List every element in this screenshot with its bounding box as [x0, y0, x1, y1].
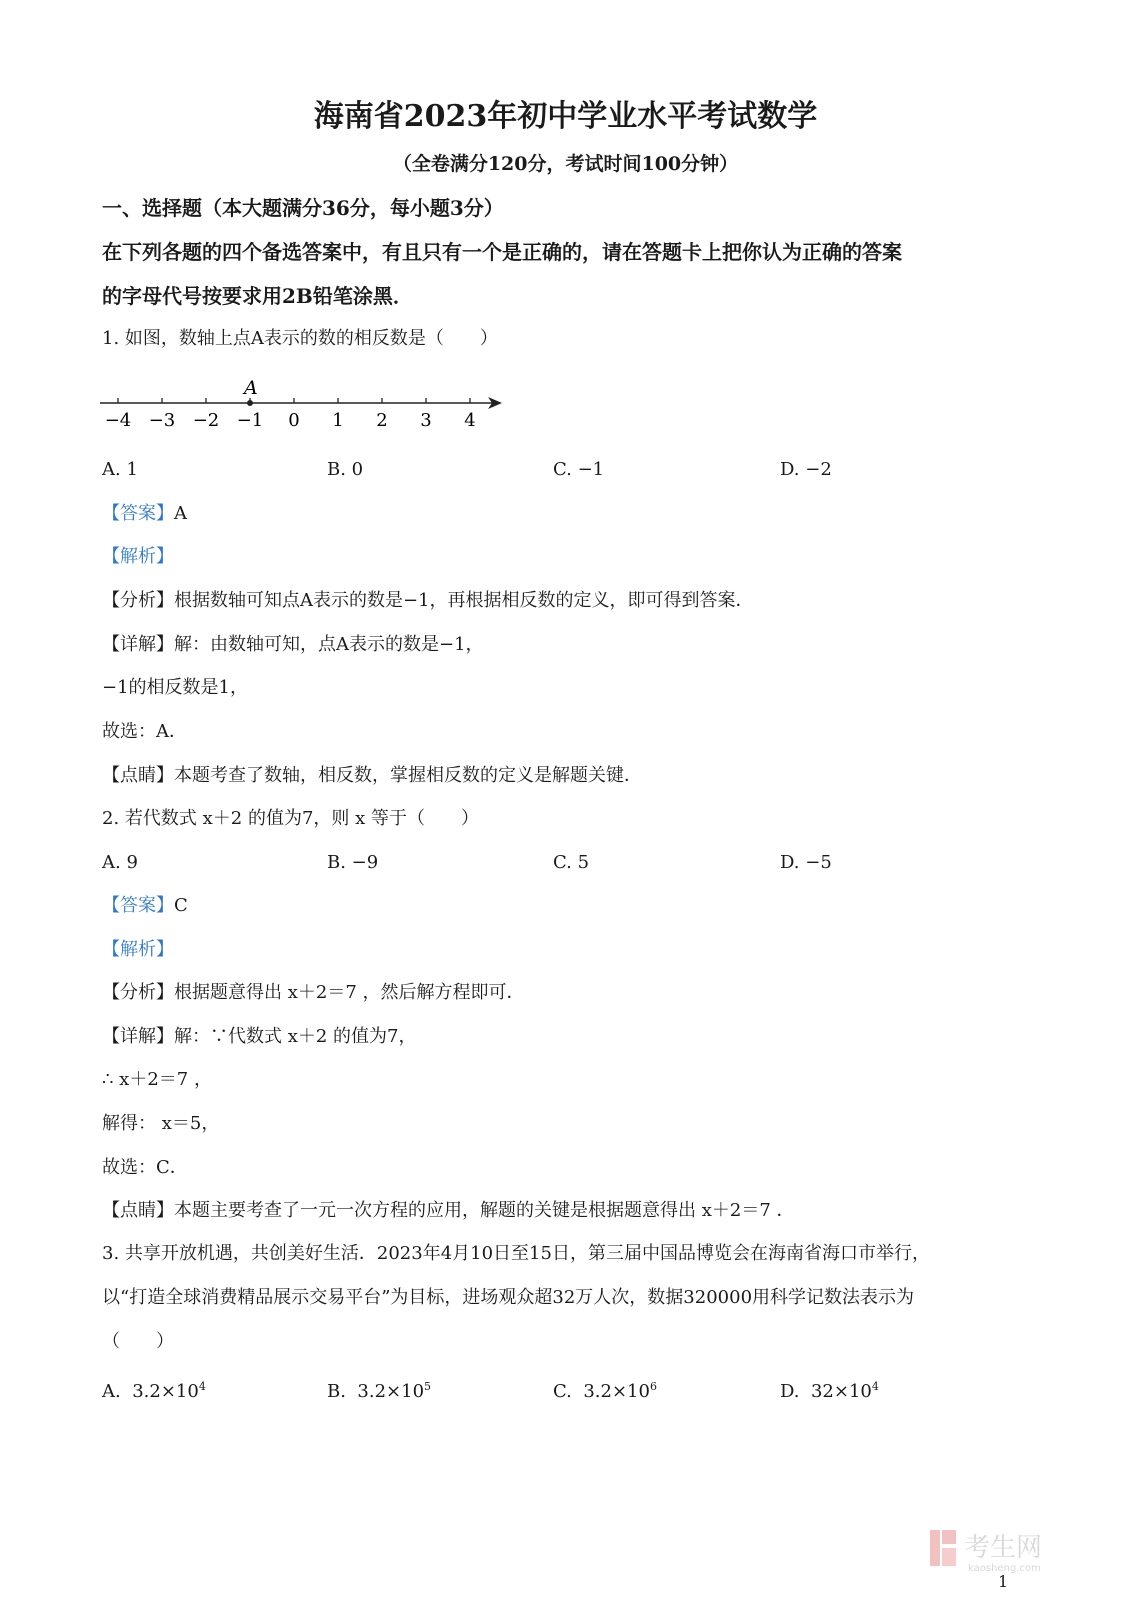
instruction-line-1: 在下列各题的四个备选答案中，有且只有一个是正确的，请在答题卡上把你认为正确的答案	[102, 240, 902, 264]
kaosheng-watermark	[928, 1526, 1088, 1576]
q1-xiangjie-2: −1的相反数是1，	[102, 677, 248, 698]
option-label: A.	[102, 1381, 121, 1402]
number-line-figure	[96, 372, 516, 434]
q1-option-b: B. 0	[327, 459, 364, 480]
q3-option-b	[327, 1380, 431, 1404]
tick-label: −4	[104, 410, 132, 431]
q2-option-d: D. −5	[780, 852, 832, 873]
answer-tag: 【答案】	[102, 503, 174, 524]
q1-fenxi: 【分析】根据数轴可知点A表示的数是−1，再根据相反数的定义，即可得到答案．	[102, 590, 754, 611]
option-exponent: 4	[871, 1380, 879, 1393]
q1-xiangjie-3: 故选：A．	[102, 721, 187, 742]
option-exponent: 6	[649, 1380, 657, 1393]
answer-tag: 【答案】	[102, 895, 174, 916]
page-title: 海南省2023年初中学业水平考试数学	[313, 99, 818, 134]
q3-option-d	[780, 1380, 879, 1404]
tick-label: 2	[376, 410, 388, 431]
q3-option-c	[553, 1380, 657, 1404]
tick-label: −3	[148, 410, 176, 431]
option-base: 3.2×10	[357, 1381, 425, 1402]
option-exponent: 5	[424, 1380, 432, 1393]
answer-value: C	[174, 895, 188, 916]
watermark-url: kaosheng.com	[968, 1563, 1041, 1574]
q2-fenxi: 【分析】根据题意得出 x＋2＝7 ，然后解方程即可．	[102, 982, 525, 1003]
q2-xiangjie-2: ∴ x＋2＝7 ，	[102, 1069, 212, 1090]
page-subtitle: （全卷满分120分，考试时间100分钟）	[392, 153, 739, 175]
tick-label: 0	[288, 410, 300, 431]
section-heading: 一、选择题（本大题满分36分，每小题3分）	[102, 196, 504, 220]
option-label: D.	[780, 1381, 800, 1402]
q2-xiangjie-1: 【详解】解：∵代数式 x＋2 的值为7，	[102, 1026, 417, 1047]
q1-dianjing: 【点睛】本题考查了数轴，相反数，掌握相反数的定义是解题关键．	[102, 765, 642, 786]
q2-option-a: A. 9	[102, 852, 138, 873]
option-label: B.	[327, 1381, 346, 1402]
point-a-label: A	[244, 377, 258, 399]
tick-label: 3	[420, 410, 432, 431]
point-a	[247, 400, 253, 406]
page-number: 1	[998, 1572, 1009, 1591]
q2-option-c: C. 5	[553, 852, 590, 873]
tick-label: 1	[332, 410, 344, 431]
q2-dianjing: 【点睛】本题主要考查了一元一次方程的应用，解题的关键是根据题意得出 x＋2＝7 ．	[102, 1200, 795, 1221]
option-base: 3.2×10	[583, 1381, 650, 1402]
option-exponent: 4	[198, 1380, 206, 1393]
watermark-logo-icon	[930, 1530, 956, 1566]
q1-analysis-tag: 【解析】	[102, 546, 174, 567]
q1-stem: 1. 如图，数轴上点A表示的数的相反数是（ ）	[102, 328, 498, 349]
q2-xiangjie-3: 解得： x＝5，	[102, 1113, 220, 1134]
tick-label: 4	[464, 410, 476, 431]
q2-stem: 2. 若代数式 x＋2 的值为7，则 x 等于（ ）	[102, 808, 479, 829]
watermark-text: 考生网	[964, 1533, 1043, 1563]
q2-analysis-tag: 【解析】	[102, 939, 174, 960]
q1-xiangjie-1: 【详解】解：由数轴可知，点A表示的数是−1，	[102, 634, 484, 655]
q1-option-a: A. 1	[102, 459, 138, 480]
q3-stem-1: 3. 共享开放机遇，共创美好生活．2023年4月10日至15日，第三届中国品博览会在海南省海口市举行，	[102, 1243, 930, 1264]
tick-label: −1	[236, 410, 264, 431]
q1-option-c: C. −1	[553, 459, 605, 480]
q3-stem-3: （ ）	[102, 1331, 174, 1352]
q2-xiangjie-4: 故选：C．	[102, 1157, 188, 1178]
q2-option-b: B. −9	[327, 852, 379, 873]
q3-option-a	[102, 1380, 206, 1404]
option-base: 3.2×10	[132, 1381, 199, 1402]
option-label: C.	[553, 1381, 572, 1402]
q1-answer	[102, 502, 187, 526]
tick-label: −2	[192, 410, 220, 431]
q3-stem-2: 以“打造全球消费精品展示交易平台”为目标，进场观众超32万人次，数据320000用科学记数法表示为	[102, 1287, 915, 1308]
option-base: 32×10	[810, 1381, 872, 1402]
instruction-line-2: 的字母代号按要求用2B铅笔涂黑．	[102, 284, 413, 308]
q1-option-d: D. −2	[780, 459, 832, 480]
q2-answer	[102, 894, 188, 918]
answer-value: A	[174, 503, 187, 524]
